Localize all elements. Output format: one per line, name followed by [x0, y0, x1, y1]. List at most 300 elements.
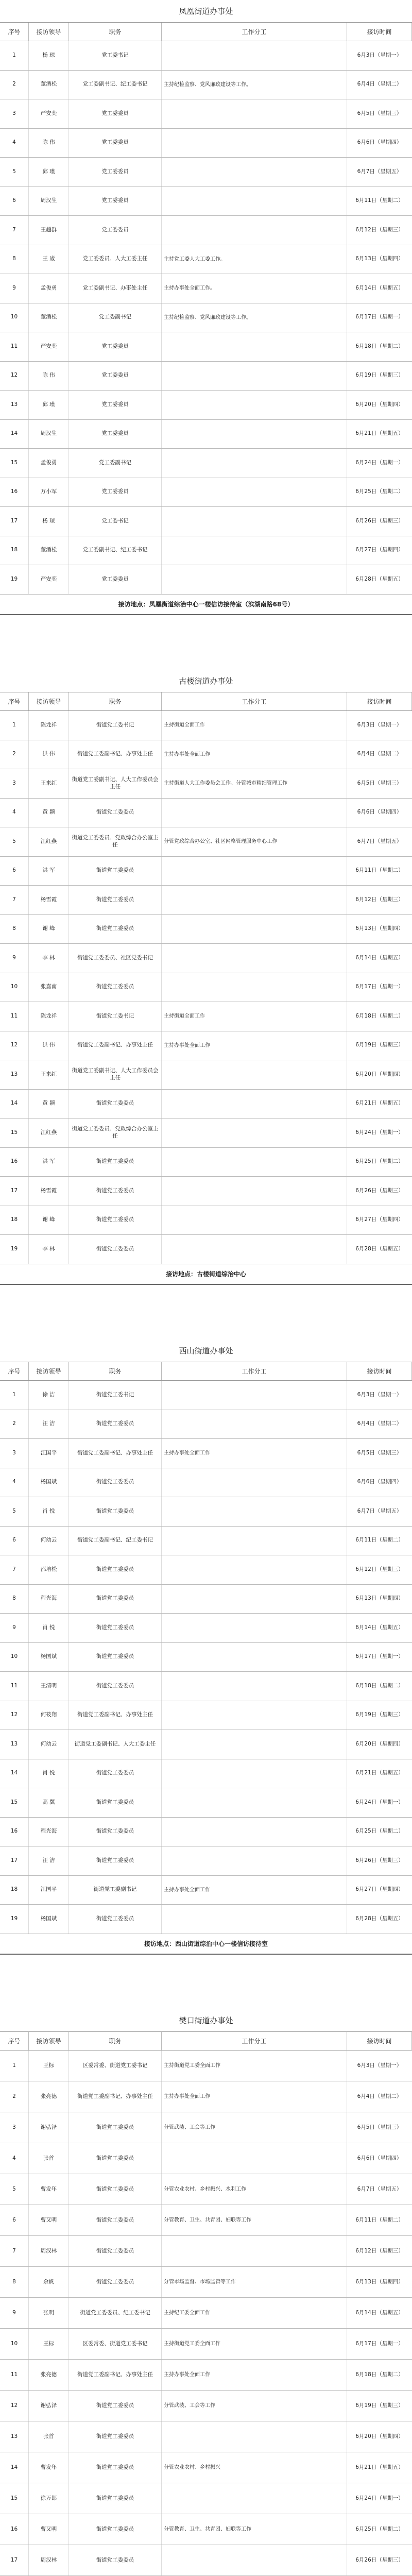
row-position: 街道党工委委员 — [69, 1818, 162, 1846]
table-row — [0, 158, 412, 187]
table-row — [0, 332, 412, 362]
row-duty — [162, 1177, 347, 1206]
table-row — [0, 71, 412, 100]
row-time: 6月14日（星期五） — [355, 1624, 404, 1631]
row-duty — [162, 1730, 347, 1759]
row-position: 街道党工委委员 — [69, 1788, 162, 1817]
row-position: 街道党工委委员、党政综合办公室主任 — [69, 827, 162, 856]
row-time: 6月18日（星期二） — [355, 1012, 404, 1019]
row-duty — [162, 99, 347, 128]
row-position: 街道党工委委员 — [69, 1643, 162, 1672]
row-seq: 18 — [0, 1206, 29, 1235]
row-time: 6月26日（星期三） — [355, 1857, 404, 1863]
row-position: 街道党工委副书记、办事处主任 — [69, 740, 162, 769]
row-seq: 1 — [0, 711, 29, 740]
row-leader: 谢 峰 — [29, 915, 69, 944]
row-duty: 分管教育、卫生、共青团、妇联等工作 — [162, 2514, 347, 2545]
row-duty — [162, 1759, 347, 1788]
row-time: 6月11日（星期二） — [355, 2216, 404, 2223]
row-seq: 12 — [0, 2391, 29, 2421]
table-row — [0, 1090, 412, 1119]
row-leader: 黄 颖 — [29, 1090, 69, 1118]
row-duty — [162, 1818, 347, 1846]
row-leader: 严安奕 — [29, 99, 69, 128]
row-position: 街道党工委副书记、人大工作委员会主任 — [69, 1060, 162, 1089]
row-leader: 洪 伟 — [29, 740, 69, 769]
row-time: 6月18日（星期二） — [355, 2371, 404, 2378]
row-seq: 19 — [0, 565, 29, 594]
table-header — [0, 2032, 412, 2050]
section-4 — [0, 2009, 412, 2576]
row-leader: 万小军 — [29, 478, 69, 507]
row-position: 党工委副书记 — [69, 449, 162, 478]
row-leader: 谢弘泽 — [29, 2391, 69, 2421]
table-header — [0, 1362, 412, 1381]
row-leader: 汪 洁 — [29, 1410, 69, 1439]
row-leader: 邱 瑾 — [29, 158, 69, 187]
row-time: 6月5日（星期三） — [357, 2124, 402, 2130]
header-seq: 序号 — [0, 2032, 29, 2050]
row-time: 6月24日（星期一） — [355, 1799, 404, 1805]
row-duty: 分管武装、工会等工作 — [162, 2112, 347, 2143]
row-seq: 9 — [0, 274, 29, 303]
row-leader: 程光海 — [29, 1818, 69, 1846]
row-leader: 谢弘泽 — [29, 2112, 69, 2143]
table-row — [0, 1759, 412, 1789]
row-seq: 15 — [0, 1118, 29, 1147]
row-leader: 曹发年 — [29, 2174, 69, 2205]
row-position: 党工委副书记、纪工委书记 — [69, 71, 162, 99]
row-position: 街道党工委委员 — [69, 1759, 162, 1788]
row-time: 6月13日（星期四） — [355, 2278, 404, 2285]
header-time: 接访时间 — [347, 2032, 412, 2050]
row-position: 街道党工委副书记、办事处主任 — [69, 1031, 162, 1060]
row-time: 6月26日（星期三） — [355, 1187, 404, 1194]
row-duty — [162, 1206, 347, 1235]
table-row — [0, 99, 412, 129]
row-time: 6月27日（星期四） — [355, 1216, 404, 1223]
row-time: 6月25日（星期二） — [355, 1158, 404, 1165]
row-time: 6月3日（星期一） — [357, 1391, 402, 1398]
row-leader: 汪 洁 — [29, 1846, 69, 1875]
row-time: 6月14日（星期五） — [355, 2309, 404, 2316]
row-seq: 2 — [0, 2081, 29, 2112]
row-position: 街道党工委副书记、人大工委主任 — [69, 1730, 162, 1759]
table-row — [0, 1060, 412, 1090]
row-leader: 严安奕 — [29, 332, 69, 361]
row-seq: 1 — [0, 1381, 29, 1410]
table-row — [0, 565, 412, 595]
row-duty: 主持纪工委全面工作 — [162, 2298, 347, 2328]
row-time: 6月12日（星期三） — [355, 2247, 404, 2254]
section-title: 凤凰街道办事处 — [0, 0, 412, 23]
row-seq: 10 — [0, 303, 29, 332]
row-seq: 17 — [0, 1177, 29, 1206]
row-duty — [162, 1090, 347, 1118]
row-time: 6月19日（星期三） — [355, 1711, 404, 1718]
table-row — [0, 1614, 412, 1643]
row-duty — [162, 1118, 347, 1147]
row-position: 街道党工委副书记、人大工作委员会主任 — [69, 769, 162, 798]
row-duty: 主持办事处全面工作 — [162, 1876, 347, 1905]
table-row — [0, 303, 412, 333]
header-position: 职务 — [69, 692, 162, 710]
row-time: 6月12日（星期三） — [355, 896, 404, 903]
row-position: 街道党工委委员 — [69, 799, 162, 827]
table-row — [0, 420, 412, 449]
row-seq: 11 — [0, 332, 29, 361]
table-row — [0, 1643, 412, 1672]
header-duty: 工作分工 — [162, 2032, 347, 2050]
row-leader: 周汉林 — [29, 2236, 69, 2266]
table-row — [0, 2112, 412, 2143]
row-leader: 洪 军 — [29, 1148, 69, 1177]
row-leader: 周汉生 — [29, 187, 69, 216]
row-leader: 王清明 — [29, 1672, 69, 1701]
row-position: 街道党工委副书记、办事处主任 — [69, 2081, 162, 2112]
row-time: 6月24日（星期一） — [355, 2495, 404, 2501]
row-leader: 张首 — [29, 2421, 69, 2452]
row-leader: 董酒松 — [29, 536, 69, 565]
row-position: 街道党工委委员 — [69, 886, 162, 914]
table-row — [0, 1876, 412, 1905]
row-time: 6月3日（星期一） — [357, 52, 402, 58]
row-position: 街道党工委委员 — [69, 1410, 162, 1439]
section-title: 樊口街道办事处 — [0, 2009, 412, 2032]
row-duty: 分管农业农村、乡村振兴、水利工作 — [162, 2174, 347, 2205]
row-seq: 2 — [0, 71, 29, 99]
row-seq: 11 — [0, 2360, 29, 2390]
row-position: 街道党工委副书记、办事处主任 — [69, 2360, 162, 2390]
row-leader: 何幼云 — [29, 1730, 69, 1759]
row-position: 街道党工委委员 — [69, 2545, 162, 2575]
row-position: 街道党工委委员、社区党委书记 — [69, 944, 162, 973]
row-duty — [162, 158, 347, 187]
row-seq: 18 — [0, 1876, 29, 1905]
row-position: 街道党工委副书记、办事处主任 — [69, 1701, 162, 1730]
row-time: 6月20日（星期四） — [355, 1071, 404, 1077]
row-duty: 主持办事处全面工作 — [162, 1031, 347, 1060]
row-leader: 王标 — [29, 2329, 69, 2359]
reception-location: 接访地点：古楼街道综治中心 — [0, 1264, 412, 1285]
row-position: 街道党工委书记 — [69, 1381, 162, 1410]
table-row — [0, 769, 412, 799]
section-3 — [0, 1340, 412, 1955]
table-row — [0, 1206, 412, 1235]
row-leader: 程光海 — [29, 1585, 69, 1614]
table-row — [0, 2236, 412, 2267]
row-duty: 主持办事处全面工作 — [162, 2360, 347, 2390]
table-row — [0, 2174, 412, 2205]
row-seq: 2 — [0, 1410, 29, 1439]
row-seq: 1 — [0, 2050, 29, 2081]
row-time: 6月21日（星期五） — [355, 430, 404, 437]
table-row — [0, 1177, 412, 1206]
table-row — [0, 129, 412, 158]
row-duty — [162, 1701, 347, 1730]
table-header — [0, 23, 412, 41]
row-duty — [162, 1381, 347, 1410]
row-position: 街道党工委委员 — [69, 2236, 162, 2266]
row-time: 6月27日（星期四） — [355, 547, 404, 553]
row-duty — [162, 507, 347, 536]
row-duty: 分管党政综合办公室、社区网格管理服务中心工作 — [162, 827, 347, 856]
row-time: 6月11日（星期二） — [355, 867, 404, 874]
row-duty — [162, 536, 347, 565]
row-duty — [162, 1497, 347, 1526]
row-time: 6月6日（星期四） — [357, 139, 402, 146]
row-time: 6月26日（星期三） — [355, 517, 404, 524]
row-duty — [162, 1905, 347, 1934]
row-leader: 严安奕 — [29, 565, 69, 594]
row-seq: 16 — [0, 2514, 29, 2545]
row-leader: 杨国斌 — [29, 1643, 69, 1672]
row-seq: 16 — [0, 478, 29, 507]
row-position: 街道党工委委员 — [69, 1555, 162, 1584]
row-position: 区委常委、街道党工委书记 — [69, 2050, 162, 2081]
table-row — [0, 827, 412, 857]
row-leader: 王来红 — [29, 769, 69, 798]
row-position: 街道党工委委员 — [69, 2267, 162, 2297]
row-duty — [162, 1672, 347, 1701]
row-seq: 9 — [0, 944, 29, 973]
row-time: 6月19日（星期三） — [355, 2402, 404, 2409]
table-row — [0, 1439, 412, 1468]
row-time: 6月4日（星期二） — [357, 1420, 402, 1427]
header-seq: 序号 — [0, 1362, 29, 1380]
table-row — [0, 2143, 412, 2174]
row-position: 街道党工委副书记 — [69, 1876, 162, 1905]
table-row — [0, 2360, 412, 2391]
row-seq: 4 — [0, 2143, 29, 2174]
row-seq: 6 — [0, 187, 29, 216]
row-duty — [162, 216, 347, 245]
table-row — [0, 740, 412, 770]
row-duty — [162, 1555, 347, 1584]
row-leader: 高 翼 — [29, 1788, 69, 1817]
row-leader: 黄 颖 — [29, 799, 69, 827]
table-row — [0, 1585, 412, 1614]
table-row — [0, 507, 412, 536]
row-seq: 13 — [0, 2421, 29, 2452]
row-time: 6月5日（星期三） — [357, 1449, 402, 1456]
table-row — [0, 41, 412, 71]
row-seq: 3 — [0, 2112, 29, 2143]
reception-location: 接访地点：凤凰街道综治中心一楼信访接待室（滨湖南路68号） — [0, 595, 412, 615]
row-seq: 1 — [0, 41, 29, 70]
row-seq: 16 — [0, 1818, 29, 1846]
row-position: 党工委委员 — [69, 362, 162, 391]
row-duty — [162, 478, 347, 507]
table-row — [0, 187, 412, 216]
row-position: 街道党工委委员 — [69, 2205, 162, 2235]
row-position: 街道党工委委员 — [69, 2514, 162, 2545]
row-seq: 3 — [0, 769, 29, 798]
row-time: 6月3日（星期一） — [357, 721, 402, 728]
row-leader: 邱 瑾 — [29, 391, 69, 419]
row-seq: 11 — [0, 1002, 29, 1031]
header-seq: 序号 — [0, 692, 29, 710]
row-time: 6月11日（星期二） — [355, 197, 404, 204]
row-time: 6月13日（星期四） — [355, 925, 404, 932]
row-time: 6月4日（星期二） — [357, 751, 402, 757]
row-time: 6月18日（星期二） — [355, 1682, 404, 1689]
row-time: 6月21日（星期五） — [355, 1100, 404, 1107]
row-position: 党工委委员 — [69, 187, 162, 216]
row-position: 党工委委员 — [69, 420, 162, 449]
table-row — [0, 2483, 412, 2514]
row-time: 6月3日（星期一） — [357, 2062, 402, 2069]
table-row — [0, 1905, 412, 1934]
row-duty: 主持纪检监察、党风廉政建设等工作。 — [162, 303, 347, 332]
header-leader: 接访领导 — [29, 23, 69, 41]
table-row — [0, 799, 412, 828]
section-1 — [0, 0, 412, 615]
table-row — [0, 449, 412, 478]
row-duty — [162, 1846, 347, 1875]
row-time: 6月17日（星期一） — [355, 1653, 404, 1660]
row-seq: 15 — [0, 2483, 29, 2514]
row-time: 6月13日（星期四） — [355, 256, 404, 262]
row-position: 街道党工委委员 — [69, 1585, 162, 1614]
header-position: 职务 — [69, 23, 162, 41]
row-position: 街道党工委委员 — [69, 1206, 162, 1235]
row-position: 街道党工委委员 — [69, 1235, 162, 1264]
row-position: 街道党工委委员 — [69, 1672, 162, 1701]
row-position: 区委常委、街道党工委书记 — [69, 2329, 162, 2359]
row-seq: 14 — [0, 1090, 29, 1118]
row-time: 6月24日（星期一） — [355, 459, 404, 466]
row-leader: 张首 — [29, 2143, 69, 2174]
row-time: 6月6日（星期四） — [357, 2155, 402, 2161]
row-time: 6月20日（星期四） — [355, 2433, 404, 2439]
row-time: 6月28日（星期五） — [355, 1245, 404, 1252]
row-leader: 王超群 — [29, 216, 69, 245]
table-row — [0, 1846, 412, 1876]
row-time: 6月17日（星期一） — [355, 2340, 404, 2347]
row-seq: 7 — [0, 886, 29, 914]
row-leader: 陈 伟 — [29, 129, 69, 158]
table-row — [0, 857, 412, 886]
row-position: 街道党工委委员 — [69, 2483, 162, 2514]
row-time: 6月24日（星期一） — [355, 1129, 404, 1136]
table-row — [0, 2050, 412, 2081]
table-row — [0, 362, 412, 391]
row-time: 6月25日（星期二） — [355, 488, 404, 495]
row-position: 街道党工委委员 — [69, 2421, 162, 2452]
row-position: 党工委书记 — [69, 41, 162, 70]
table-row — [0, 1555, 412, 1585]
table-row — [0, 2298, 412, 2329]
header-duty: 工作分工 — [162, 1362, 347, 1380]
row-duty: 主持办事处全面工作。 — [162, 274, 347, 303]
row-seq: 17 — [0, 1846, 29, 1875]
row-position: 党工委委员 — [69, 565, 162, 594]
row-leader: 李 林 — [29, 944, 69, 973]
row-leader: 肖 悦 — [29, 1759, 69, 1788]
row-time: 6月14日（星期五） — [355, 954, 404, 961]
row-time: 6月25日（星期二） — [355, 2526, 404, 2532]
row-time: 6月12日（星期三） — [355, 226, 404, 233]
table-row — [0, 216, 412, 245]
row-seq: 2 — [0, 740, 29, 769]
row-leader: 肖 悦 — [29, 1614, 69, 1642]
row-leader: 江红燕 — [29, 1118, 69, 1147]
row-seq: 13 — [0, 1730, 29, 1759]
row-leader: 杨国斌 — [29, 1905, 69, 1934]
row-seq: 17 — [0, 507, 29, 536]
row-seq: 13 — [0, 391, 29, 419]
row-seq: 8 — [0, 915, 29, 944]
table-row — [0, 944, 412, 973]
row-position: 街道党工委委员 — [69, 2143, 162, 2174]
row-leader: 何筱翔 — [29, 1701, 69, 1730]
row-position: 街道党工委委员 — [69, 973, 162, 1002]
row-duty — [162, 886, 347, 914]
row-leader: 董酒松 — [29, 71, 69, 99]
row-seq: 4 — [0, 1468, 29, 1497]
row-position: 党工委委员 — [69, 216, 162, 245]
row-leader: 杨国斌 — [29, 1468, 69, 1497]
row-position: 党工委副书记、办事处主任 — [69, 274, 162, 303]
header-time: 接访时间 — [347, 1362, 412, 1380]
row-duty — [162, 1410, 347, 1439]
row-seq: 17 — [0, 2545, 29, 2575]
row-leader: 李 林 — [29, 1235, 69, 1264]
row-leader: 曹又明 — [29, 2205, 69, 2235]
row-position: 街道党工委委员 — [69, 1177, 162, 1206]
table-row — [0, 478, 412, 507]
row-duty: 主持办事处全面工作 — [162, 1439, 347, 1468]
row-leader: 曹发年 — [29, 2452, 69, 2483]
row-time: 6月17日（星期一） — [355, 984, 404, 990]
row-duty: 主持街道人大工作委员会工作。分管城市精细管理工作 — [162, 769, 347, 798]
row-duty — [162, 332, 347, 361]
header-time: 接访时间 — [347, 23, 412, 41]
row-seq: 4 — [0, 129, 29, 158]
row-position: 街道党工委委员 — [69, 2112, 162, 2143]
row-seq: 7 — [0, 1555, 29, 1584]
header-leader: 接访领导 — [29, 2032, 69, 2050]
row-position: 街道党工委委员 — [69, 857, 162, 886]
row-time: 6月17日（星期一） — [355, 314, 404, 320]
row-duty: 主持办事处全面工作 — [162, 740, 347, 769]
row-duty: 分管农业农村、乡村振兴 — [162, 2452, 347, 2483]
row-seq: 6 — [0, 2205, 29, 2235]
row-duty: 分管武装、工会等工作 — [162, 2391, 347, 2421]
row-time: 6月7日（星期五） — [357, 2185, 402, 2192]
row-seq: 7 — [0, 216, 29, 245]
row-position: 党工委副书记、纪工委书记 — [69, 536, 162, 565]
header-leader: 接访领导 — [29, 692, 69, 710]
row-duty — [162, 129, 347, 158]
table-row — [0, 1235, 412, 1264]
row-leader: 王标 — [29, 2050, 69, 2081]
header-position: 职务 — [69, 2032, 162, 2050]
table-row — [0, 1468, 412, 1498]
row-time: 6月7日（星期五） — [357, 838, 402, 844]
row-position: 党工委委员 — [69, 129, 162, 158]
row-seq: 10 — [0, 973, 29, 1002]
row-seq: 8 — [0, 2267, 29, 2297]
row-duty — [162, 2421, 347, 2452]
table-row — [0, 1672, 412, 1701]
row-time: 6月14日（星期五） — [355, 284, 404, 291]
row-duty: 主持街道党工委全面工作 — [162, 2050, 347, 2081]
table-row — [0, 1730, 412, 1759]
table-row — [0, 2081, 412, 2112]
row-seq: 7 — [0, 2236, 29, 2266]
